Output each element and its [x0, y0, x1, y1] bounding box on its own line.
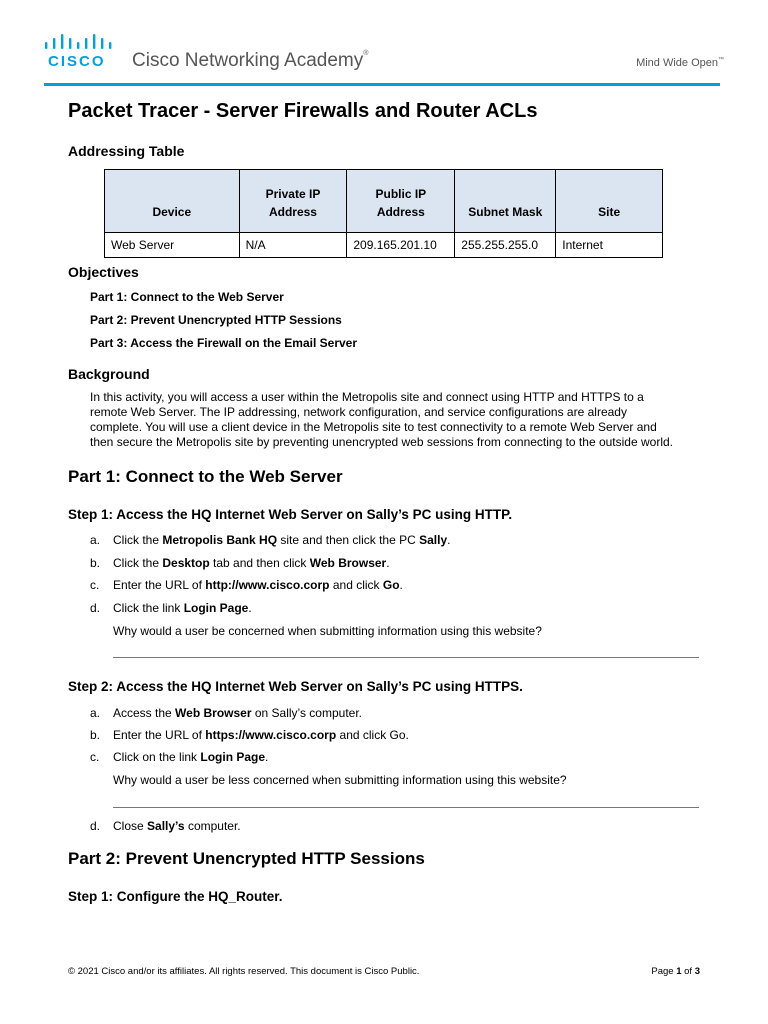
- footer-page-number: Page 1 of 3: [651, 966, 700, 977]
- cell-subnet-mask: 255.255.255.0: [455, 233, 556, 258]
- answer-line: [113, 657, 699, 658]
- document-page: CISCO Cisco Networking Academy® Mind Wide Open™ Packet Tracer - Server Firewalls and Router ACLs Addressing Table Device Private IP Address Public IP Address Subnet Mask Site Web Server N/A 209.165.201.10 255.255.255.0 Internet Objectives Part 1: Connect to the Web Server Part 2: Prevent Unencrypted HTTP Sessions Part 3: Access the Firewall on the Email Server Background In this activity, you will access a user within the Metropolis site and connect using HTTP and HTTPS to a remote Web Server. The IP addressing, network configuration, and service configurations are already complete. You will use a client device in the Metropolis site to test connectivity to a remote Web Server and then secure the Metropolis site by preventing unencrypted web sessions from connecting to the outside world. Part 1: Connect to the Web Server Step 1: Access the HQ Internet Web Server on Sally’s PC using HTTP. a. Click the Metropolis Bank HQ site and then click the PC Sally. b. Click the Desktop tab and then click Web Browser. c. Enter the URL of http://www.cisco.corp and click Go. d. Click the link Login Page. Why would a user be concerned when submitting information using this website? Step 2: Access the HQ Internet Web Server on Sally’s PC using HTTPS. a. Access the Web Browser on Sally’s computer. b. Enter the URL of https://www.cisco.corp and click Go. c. Click on the link Login Page. Why would a user be less concerned when submitting information using this website? d. Close Sally’s computer. Part 2: Prevent Unencrypted HTTP Sessions Step 1: Configure the HQ_Router. © 2021 Cisco and/or its affiliates. All rights reserved. This document is Cisco Public. Page 1 of 3: [0, 0, 768, 1024]
- part1-step2-heading: Step 2: Access the HQ Internet Web Server on Sally’s PC using HTTPS.: [68, 679, 523, 694]
- cell-site: Internet: [556, 233, 663, 258]
- table-row: [105, 233, 663, 258]
- question-text: Why would a user be less concerned when submitting information using this website?: [113, 773, 567, 787]
- header-subnet-mask: Subnet Mask: [455, 170, 556, 233]
- footer-copyright: © 2021 Cisco and/or its affiliates. All rights reserved. This document is Cisco Public.: [68, 966, 420, 977]
- background-heading: Background: [68, 366, 150, 382]
- tagline: Mind Wide Open™: [636, 57, 724, 69]
- table-header-row: [105, 170, 663, 233]
- header-public-ip: Public IP Address: [347, 170, 455, 233]
- cisco-bridge-logo: [44, 33, 116, 53]
- header-private-ip: Private IP Address: [239, 170, 347, 233]
- cell-public-ip: 209.165.201.10: [347, 233, 455, 258]
- header-site: Site: [556, 170, 663, 233]
- part1-step1-heading: Step 1: Access the HQ Internet Web Server on Sally’s PC using HTTP.: [68, 507, 513, 522]
- objective-item: Part 2: Prevent Unencrypted HTTP Sessions: [90, 313, 342, 327]
- objective-item: Part 3: Access the Firewall on the Email Server: [90, 336, 357, 350]
- cisco-wordmark: CISCO: [48, 53, 106, 70]
- addressing-table: [104, 169, 663, 258]
- objective-item: Part 1: Connect to the Web Server: [90, 290, 284, 304]
- header-device: Device: [105, 170, 240, 233]
- part1-heading: Part 1: Connect to the Web Server: [68, 467, 343, 486]
- part2-heading: Part 2: Prevent Unencrypted HTTP Sessions: [68, 849, 425, 868]
- addressing-table-heading: Addressing Table: [68, 143, 185, 159]
- cell-device: Web Server: [105, 233, 240, 258]
- question-text: Why would a user be concerned when submitting information using this website?: [113, 624, 542, 638]
- part2-step1-heading: Step 1: Configure the HQ_Router.: [68, 889, 283, 904]
- answer-line: [113, 807, 699, 808]
- background-paragraph: In this activity, you will access a user within the Metropolis site and connect using HTTP and HTTPS to a remote Web Server. The IP addressing, network configuration, and service configurations are already complete. You will use a client device in the Metropolis site to test connectivity to a remote Web Server and then secure the Metropolis site by preventing unencrypted web sessions from connecting to the outside world.: [90, 390, 673, 449]
- page-header: [44, 28, 724, 88]
- page-title: Packet Tracer - Server Firewalls and Router ACLs: [68, 100, 538, 122]
- objectives-heading: Objectives: [68, 264, 139, 280]
- cell-private-ip: N/A: [239, 233, 347, 258]
- header-divider: [44, 83, 720, 86]
- academy-name: Cisco Networking Academy®: [132, 50, 369, 71]
